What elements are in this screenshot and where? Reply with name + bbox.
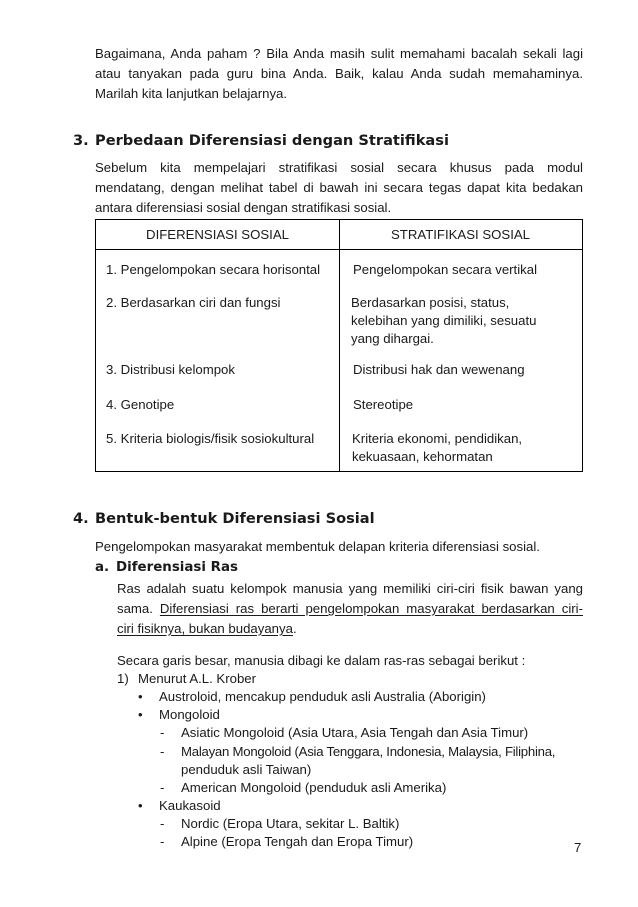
table-cell-right: kekuasaan, kehormatan	[352, 449, 493, 464]
list-item-text: Menurut A.L. Krober	[138, 671, 257, 686]
intro-paragraph	[95, 44, 583, 104]
race-list-lead: Secara garis besar, manusia dibagi ke dalam ras-ras sebagai berikut :	[117, 653, 526, 668]
list-item-text: penduduk asli Taiwan)	[181, 762, 312, 777]
table-cell-right: Pengelompokan secara vertikal	[353, 262, 537, 277]
list-item-text: Nordic (Eropa Utara, sekitar L. Baltik)	[181, 816, 400, 831]
section-number: 3.	[73, 132, 89, 149]
dash-marker: -	[160, 725, 165, 740]
table-cell-right: Stereotipe	[353, 397, 414, 412]
paragraph-line: mendatang, dengan melihat tabel di bawah ini secara tegas dapat kita bedakan	[95, 180, 583, 195]
comparison-table	[95, 219, 583, 472]
bullet-marker: •	[138, 689, 143, 704]
section-4-heading	[73, 509, 375, 529]
list-marker: 1)	[117, 671, 129, 686]
table-cell-left: 5. Kriteria biologis/fisik sosiokultural	[106, 431, 315, 446]
table-cell-left: 4. Genotipe	[106, 397, 175, 412]
table-cell-right: kelebihan yang dimiliki, sesuatu	[351, 313, 537, 328]
table-column-divider	[339, 220, 340, 471]
table-cell-right: yang dihargai.	[351, 331, 434, 346]
subsection-a-heading	[95, 558, 238, 578]
section-title: Perbedaan Diferensiasi dengan Stratifikasi	[95, 132, 449, 149]
plain-text: .	[292, 621, 297, 636]
section-3-heading	[73, 131, 449, 151]
table-cell-left: 2. Berdasarkan ciri dan fungsi	[106, 295, 281, 310]
dash-marker: -	[160, 780, 165, 795]
page-number: 7	[574, 840, 582, 855]
table-header-differentiation: DIFERENSIASI SOSIAL	[146, 227, 289, 242]
table-cell-right: Berdasarkan posisi, status,	[351, 295, 510, 310]
list-item-text: Asiatic Mongoloid (Asia Utara, Asia Tengah dan Asia Timur)	[181, 725, 529, 740]
underlined-definition: ciri fisiknya, bukan budayanya	[117, 621, 293, 636]
table-cell-left: 1. Pengelompokan secara horisontal	[106, 262, 321, 277]
intro-line: Marilah kita lanjutkan belajarnya.	[95, 86, 288, 101]
dash-marker: -	[160, 744, 165, 759]
dash-marker: -	[160, 816, 165, 831]
table-header-stratification: STRATIFIKASI SOSIAL	[391, 227, 530, 242]
paragraph-line: Sebelum kita mempelajari stratifikasi sosial secara khusus pada modul	[95, 160, 583, 175]
list-item-text: Austroloid, mencakup penduduk asli Australia (Aborigin)	[159, 689, 486, 704]
paragraph-line: antara diferensiasi sosial dengan stratifikasi sosial.	[95, 200, 392, 215]
section-4-intro: Pengelompokan masyarakat membentuk delapan kriteria diferensiasi sosial.	[95, 539, 540, 554]
intro-line: Bagaimana, Anda paham ? Bila Anda masih sulit memahami bacalah sekali lagi	[95, 46, 583, 61]
section-title: Bentuk-bentuk Diferensiasi Sosial	[95, 510, 375, 527]
section-3-paragraph	[95, 158, 583, 218]
list-item-text: Kaukasoid	[159, 798, 221, 813]
paragraph-line: Ras adalah suatu kelompok manusia yang memiliki ciri-ciri fisik bawan yang	[117, 581, 583, 596]
underlined-definition: Diferensiasi ras berarti pengelompokan masyarakat berdasarkan ciri-	[159, 601, 583, 616]
list-item-text: Malayan Mongoloid (Asia Tenggara, Indonesia, Malaysia, Filiphina,	[181, 744, 556, 759]
intro-line: atau tanyakan pada guru bina Anda. Baik, kalau Anda sudah memahaminya.	[95, 66, 583, 81]
table-cell-right: Kriteria ekonomi, pendidikan,	[352, 431, 523, 446]
paragraph-line	[117, 619, 583, 639]
paragraph-line	[117, 599, 583, 619]
list-item-text: American Mongoloid (penduduk asli Amerika)	[181, 780, 447, 795]
section-number: 4.	[73, 510, 89, 527]
race-definition-paragraph	[117, 579, 583, 639]
plain-text: sama.	[117, 601, 160, 616]
table-cell-left: 3. Distribusi kelompok	[106, 362, 235, 377]
table-cell-right: Distribusi hak dan wewenang	[353, 362, 525, 377]
subsection-title: Diferensiasi Ras	[116, 560, 238, 575]
bullet-marker: •	[138, 798, 143, 813]
list-item-text: Mongoloid	[159, 707, 220, 722]
bullet-marker: •	[138, 707, 143, 722]
dash-marker: -	[160, 834, 165, 849]
subsection-letter: a.	[95, 560, 110, 575]
list-item-text: Alpine (Eropa Tengah dan Eropa Timur)	[181, 834, 414, 849]
